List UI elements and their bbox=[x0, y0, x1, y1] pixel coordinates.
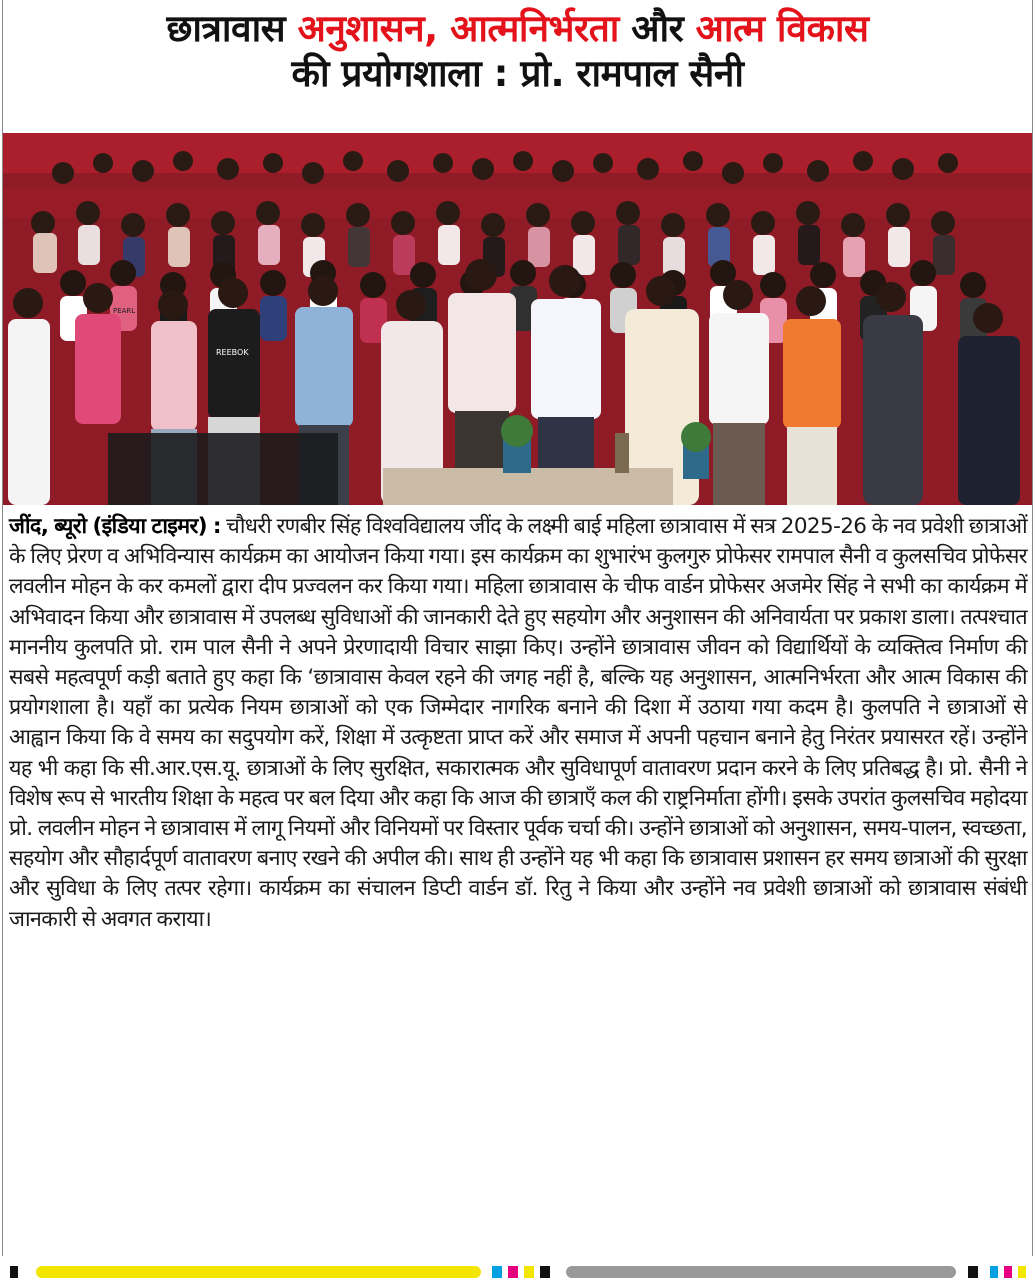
dateline: जींद, ब्यूरो (इंडिया टाइमर) : bbox=[9, 514, 221, 539]
strip-yellow-block-2 bbox=[1018, 1266, 1026, 1278]
group-photo bbox=[3, 133, 1032, 505]
strip-cyan-block-2 bbox=[990, 1266, 998, 1278]
headline bbox=[0, 8, 1035, 95]
podium bbox=[108, 433, 338, 505]
headline-word-and: और bbox=[618, 7, 696, 50]
strip-black-block-3 bbox=[968, 1266, 978, 1278]
headline-word-hostel: छात्रावास bbox=[166, 7, 298, 50]
group-photo-illustration bbox=[3, 133, 1032, 505]
strip-cyan-block bbox=[492, 1266, 502, 1278]
strip-gray-bar bbox=[566, 1266, 956, 1278]
strip-yellow-block bbox=[524, 1266, 534, 1278]
article-body bbox=[9, 512, 1027, 935]
print-color-strip bbox=[0, 1262, 1035, 1280]
strip-magenta-block bbox=[508, 1266, 518, 1278]
right-border bbox=[1032, 0, 1033, 1256]
article-text: चौधरी रणबीर सिंह विश्वविद्यालय जींद के लक्ष्मी बाई महिला छात्रावास में सत्र 2025-26 के नव प्रवेशी छात्राओं के लिए प्रेरण व अभिविन्यास कार्यक्रम का आयोजन किया गया। इस कार्यक्रम का शुभारंभ कुलगुरु प्रोफेसर रामपाल सैनी व कुलसचिव प्रोफेसर लवलीन मोहन के कर कमलों द्वारा दीप प्रज्वलन कर किया गया। महिला छात्रावास के चीफ वार्डन प्रोफेसर अजमेर सिंह ने सभी का कार्यक्रम में अभिवादन किया और छात्रावास में उपलब्ध सुविधाओं की जानकारी देते हुए सहयोग और अनुशासन की अनिवार्यता पर प्रकाश डाला। तत्पश्चात माननीय कुलपति प्रो. राम पाल सैनी ने अपने प्रेरणादायी विचार साझा किए। उन्होंने छात्रावास जीवन को विद्यार्थियों के व्यक्तित्व निर्माण की सबसे महत्वपूर्ण कड़ी बताते हुए कहा कि ‘छात्रावास केवल रहने की जगह नहीं है, बल्कि यह अनुशासन, आत्मनिर्भरता और आत्म विकास की प्रयोगशाला है। यहाँ का प्रत्येक नियम छात्राओं को एक जिम्मेदार नागरिक बनाने की दिशा में उठाया गया कदम है। कुलपति ने छात्राओं से आह्वान किया कि वे समय का सदुपयोग करें, शिक्षा में उत्कृष्टता प्राप्त करें और समाज में अपनी पहचान बनाने हेतु निरंतर प्रयासरत रहें। उन्होंने यह भी कहा कि सी.आर.एस.यू. छात्राओं के लिए सुरक्षित, सकारात्मक और सुविधापूर्ण वातावरण प्रदान करने के लिए प्रतिबद्ध है। प्रो. सैनी ने विशेष रूप से भारतीय शिक्षा के महत्व पर बल दिया और कहा कि आज की छात्राएँ कल की राष्ट्रनिर्माता होंगी। इसके उपरांत कुलसचिव महोदया प्रो. लवलीन मोहन ने छात्रावास में लागू नियमों और विनियमों पर विस्तार पूर्वक चर्चा की। उन्होंने छात्राओं को अनुशासन, समय-पालन, स्वच्छता, सहयोग और सौहार्दपूर्ण वातावरण बनाए रखने की अपील की। साथ ही उन्होंने यह भी कहा कि छात्रावास प्रशासन हर समय छात्राओं की सुरक्षा और सुविधा के लिए तत्पर रहेगा। कार्यक्रम का संचालन डिप्टी वार्डन डॉ. रितु ने किया और उन्होंने नव प्रवेशी छात्राओं को छात्रावास संबंधी जानकारी से अवगत कराया। bbox=[9, 514, 1028, 932]
headline-red-phrase-1: अनुशासन, आत्मनिर्भरता bbox=[297, 7, 619, 50]
headline-line-1 bbox=[0, 8, 1035, 51]
strip-magenta-block-2 bbox=[1004, 1266, 1012, 1278]
strip-black-block-2 bbox=[540, 1266, 550, 1278]
strip-yellow-bar bbox=[36, 1266, 481, 1278]
tshirt-logo-text: REEBOK bbox=[216, 348, 249, 357]
headline-red-phrase-2: आत्म विकास bbox=[695, 7, 869, 50]
headline-line-2: की प्रयोगशाला : प्रो. रामपाल सैनी bbox=[291, 51, 744, 95]
tshirt-banner-text: PEARL bbox=[113, 307, 136, 315]
strip-black-block bbox=[10, 1266, 18, 1278]
